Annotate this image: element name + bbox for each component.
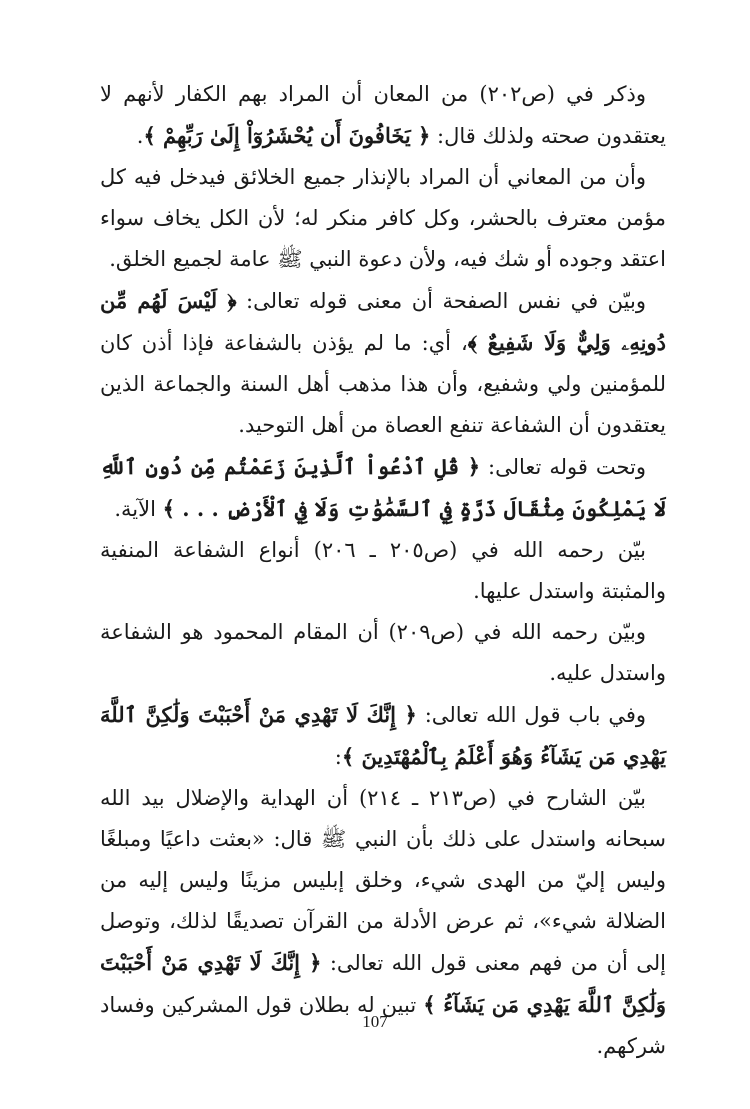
paragraph-text: الآية. bbox=[114, 497, 163, 521]
quran-verse: ﴿ إِنَّكَ لَا تَهْدِي مَنْ أَحْبَبْتَ وَلَٰكِنَّ ٱللَّهَ يَهْدِي مَن يَشَآءُ ﴾ bbox=[100, 950, 667, 1017]
paragraph-text: ، أي: ما لم يؤذن بالشفاعة فإذا أذن كان للمؤمنين ولي وشفيع، وأن هذا مذهب أهل السنة والجماعة الذين يعتقدون أن الشفاعة تنفع العصاة من أهل التوحيد. bbox=[100, 331, 666, 437]
paragraph-3 bbox=[100, 280, 666, 446]
paragraph-text: وذكر في (ص٢٠٢) من المعان أن المراد بهم الكفار لأنهم لا يعتقدون صحته ولذلك قال: bbox=[100, 82, 666, 148]
quran-verse: ﴿ لَيْسَ لَهُم مِّن دُونِهِۦ وَلِيٌّ وَلَا شَفِيعٌ ﴾ bbox=[100, 288, 666, 355]
paragraph-text: وتحت قوله تعالى: bbox=[480, 455, 646, 479]
paragraph-text: : bbox=[334, 745, 342, 769]
paragraph-text: وبيّن رحمه الله في (ص٢٠٩) أن المقام المحمود هو الشفاعة واستدل عليه. bbox=[100, 620, 666, 685]
paragraph-4 bbox=[100, 446, 666, 530]
paragraph-2 bbox=[100, 157, 666, 280]
quran-verse: ﴿ قُلِ ٱدْعُواْ ٱلَّذِينَ زَعَمْتُم مِّن دُونِ ٱللَّهِ لَا يَمْلِكُونَ مِثْقَالَ ذَرَّةٍ فِي ٱلسَّمَٰوَٰتِ وَلَا فِي ٱلْأَرْضِ . . . ﴾ bbox=[100, 454, 666, 521]
paragraph-text: تبين له بطلان قول المشركين وفساد شركهم. bbox=[100, 993, 666, 1058]
page-number: 107 bbox=[362, 1012, 388, 1031]
quran-verse: ﴿ إِنَّكَ لَا تَهْدِي مَنْ أَحْبَبْتَ وَلَٰكِنَّ ٱللَّهَ يَهْدِي مَن يَشَآءُ وَهُوَ أَعْلَمُ بِٱلْمُهْتَدِينَ ﴾ bbox=[100, 702, 666, 769]
paragraph-6 bbox=[100, 612, 666, 694]
paragraph-text: وأن من المعاني أن المراد بالإنذار جميع الخلائق فيدخل فيه كل مؤمن معترف بالحشر، وكل كافر منكر له؛ لأن الكل يخاف سواء اعتقد وجوده أو شك فيه، ولأن دعوة النبي ﷺ عامة لجميع الخلق. bbox=[100, 165, 666, 271]
body-text bbox=[100, 74, 666, 1067]
paragraph-text: بيّن الشارح في (ص٢١٣ ـ ٢١٤) أن الهداية والإضلال بيد الله سبحانه واستدل على ذلك بأن النبي ﷺ قال: «بعثت داعيًا ومبلغًا وليس إليّ من الهدى شيء، وخلق إبليس مزينًا وليس إليه من الضلالة شيء»، ثم عرض الأدلة من القرآن تصديقًا لذلك، وتوصل إلى أن من فهم معنى قول الله تعالى: bbox=[100, 786, 667, 975]
paragraph-text: . bbox=[136, 124, 144, 148]
paragraph-text: بيّن رحمه الله في (ص٢٠٥ ـ ٢٠٦) أنواع الشفاعة المنفية والمثبتة واستدل عليها. bbox=[100, 538, 666, 603]
paragraph-5 bbox=[100, 530, 666, 612]
paragraph-1 bbox=[100, 74, 666, 157]
paragraph-text: وبيّن في نفس الصفحة أن معنى قوله تعالى: bbox=[236, 289, 646, 313]
quran-verse: ﴿ يَخَافُونَ أَن يُحْشَرُوٓاْ إِلَىٰ رَبِّهِمْ ﴾ bbox=[143, 123, 431, 148]
paragraph-7 bbox=[100, 694, 666, 778]
paragraph-text: وفي باب قول الله تعالى: bbox=[416, 703, 646, 727]
